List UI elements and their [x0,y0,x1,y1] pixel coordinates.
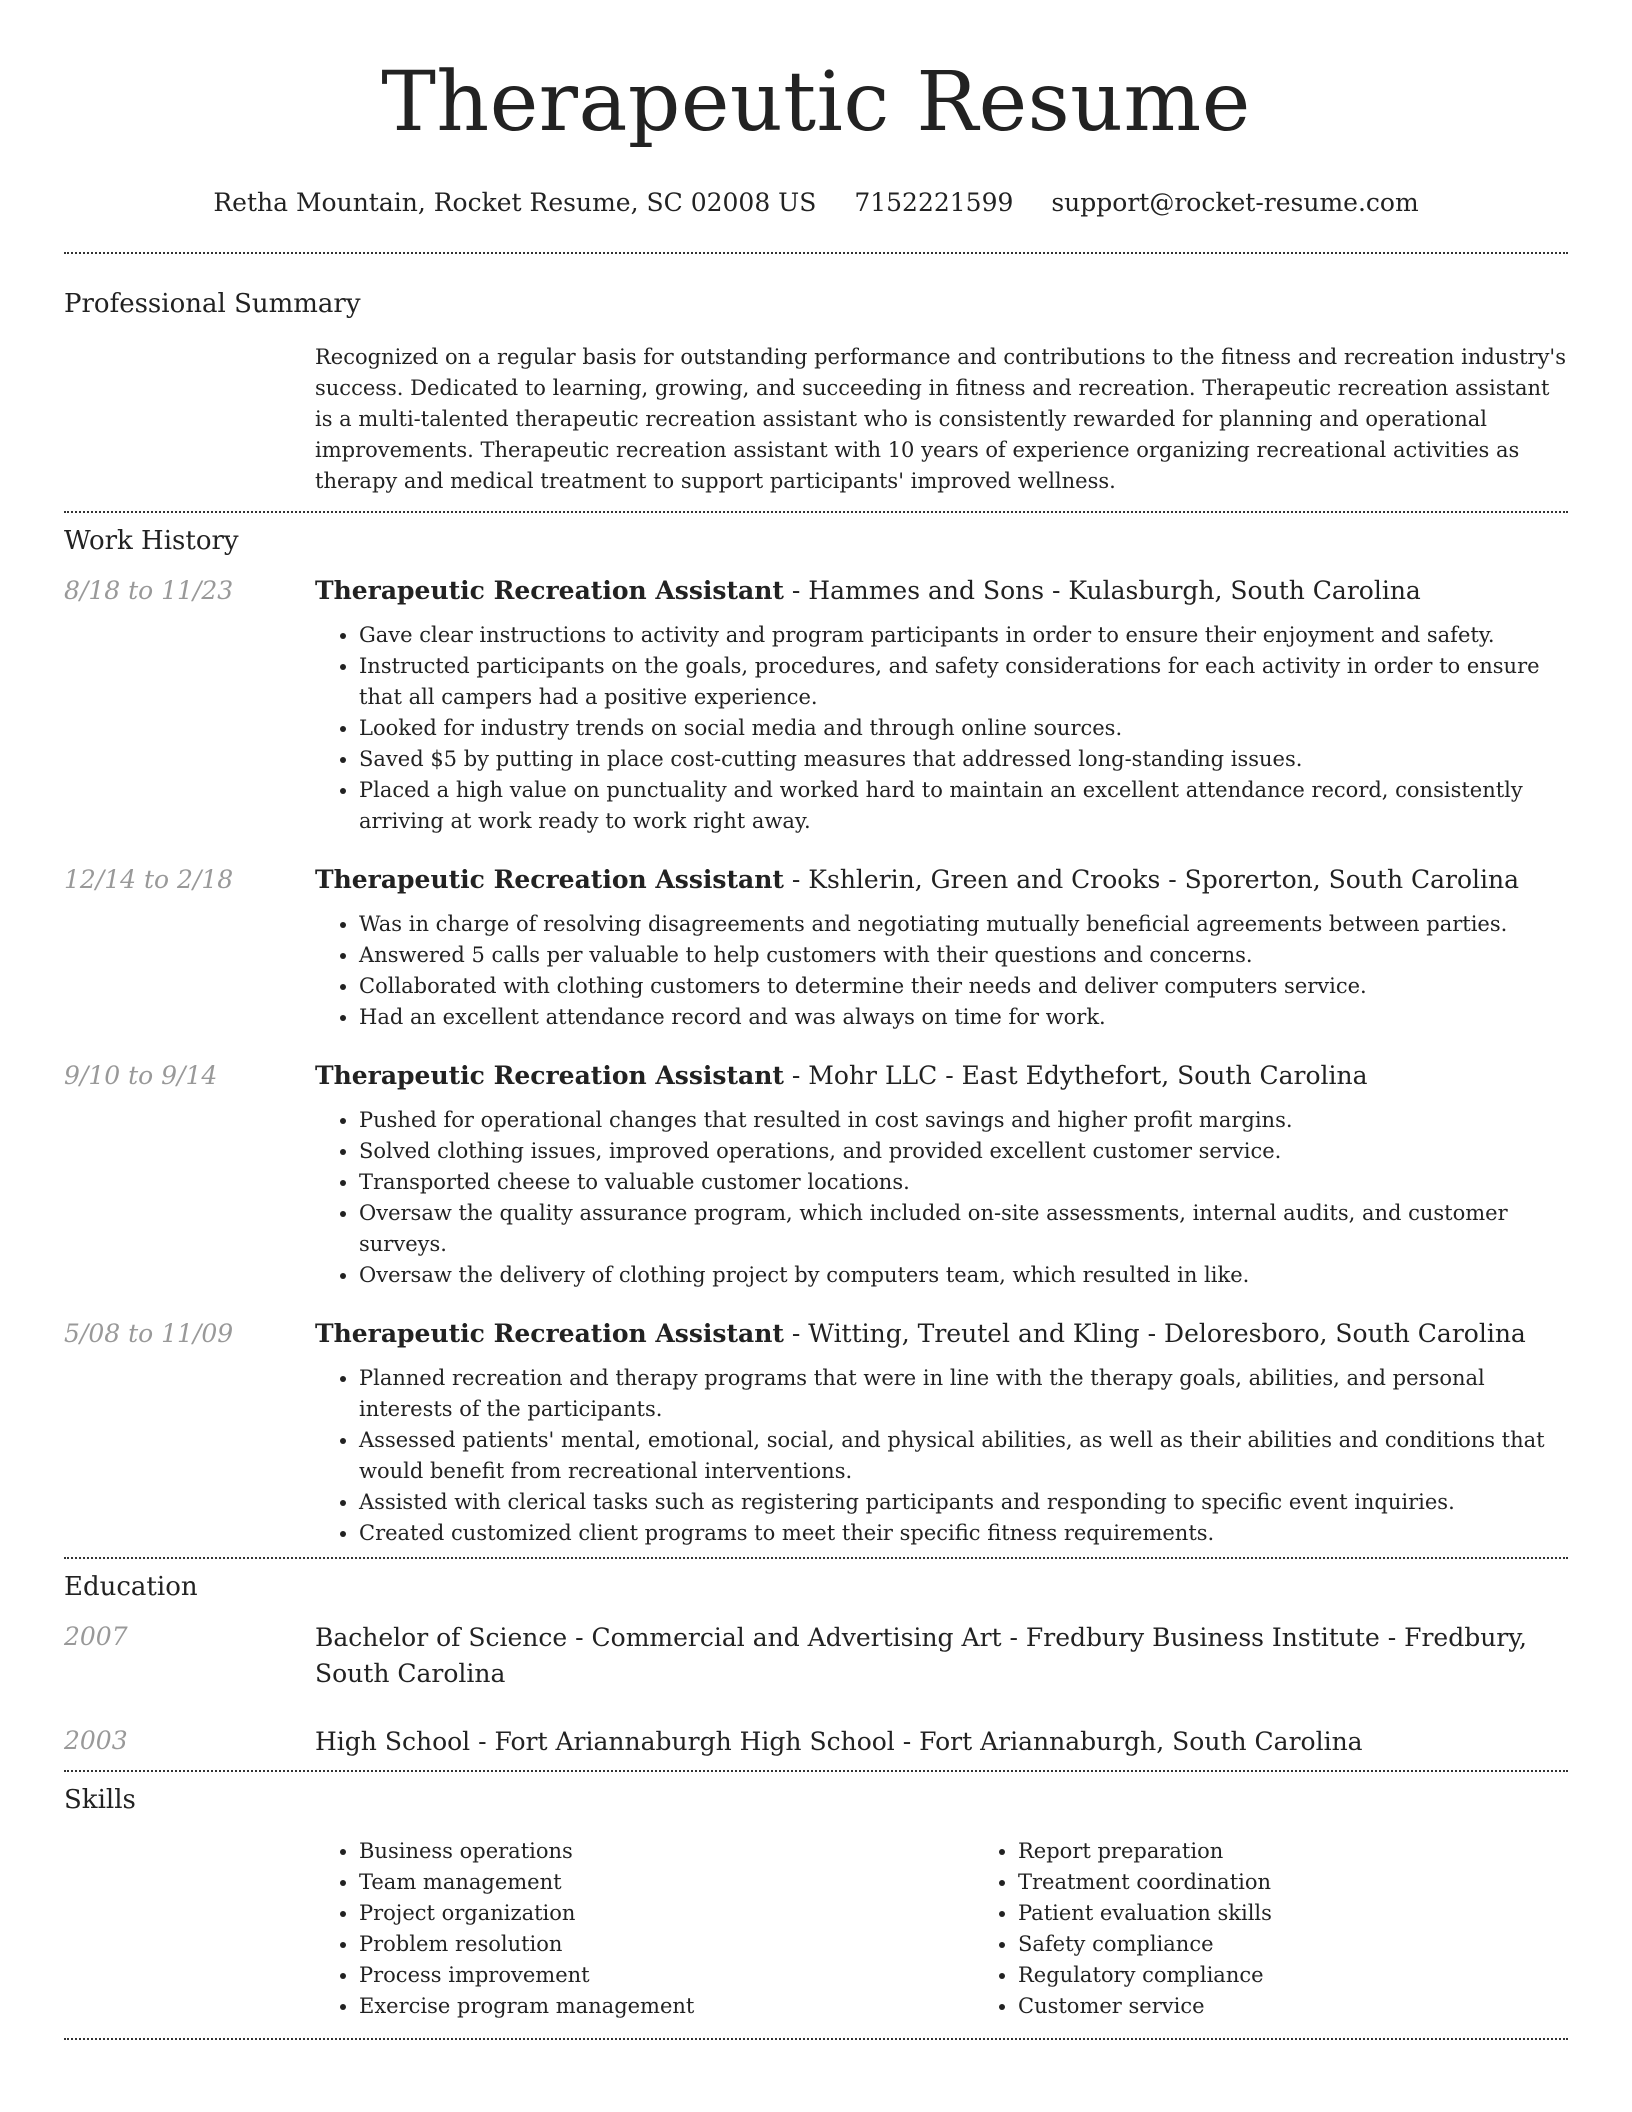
skill-item: • Project organization [359,1898,974,1929]
skill-item: • Problem resolution [359,1929,974,1960]
job-entry [64,1059,1568,1291]
divider [64,2038,1568,2040]
job-role: Therapeutic Recreation Assistant [315,865,784,894]
list-item: • Placed a high value on punctuality and worked hard to maintain an excellent attendance record, consistently arriving at work ready to work right away. [359,775,1568,837]
job-entry [64,574,1568,837]
job-dates: 9/10 to 9/14 [64,1061,218,1090]
skill-item: • Exercise program management [359,1991,974,2022]
job-title [315,574,1568,608]
skill-item: • Process improvement [359,1960,974,1991]
summary-heading: Professional Summary [64,289,361,319]
education-title [315,1620,1568,1692]
contact-email: support@rocket-resume.com [1051,188,1419,217]
list-item: • Gave clear instructions to activity and program participants in order to ensure their enjoyment and safety. [359,620,1568,651]
list-item: • Was in charge of resolving disagreements and negotiating mutually beneficial agreements between parties. [359,909,1568,940]
contact-phone: 7152221599 [854,188,1014,217]
contact-address: Retha Mountain, Rocket Resume, SC 02008 US [213,188,817,217]
job-entry [64,863,1568,1033]
list-item: • Oversaw the quality assurance program, which included on-site assessments, internal audits, and customer surveys. [359,1198,1568,1260]
education-year: 2003 [64,1726,128,1755]
skill-item: • Patient evaluation skills [1018,1898,1632,1929]
education-entry [64,1620,1568,1692]
divider [64,1557,1568,1559]
divider [64,1770,1568,1772]
list-item: • Instructed participants on the goals, procedures, and safety considerations for each activity in order to ensure that all campers had a positive experience. [359,651,1568,713]
job-bullets [315,1363,1568,1549]
list-item: • Collaborated with clothing customers to determine their needs and deliver computers service. [359,971,1568,1002]
summary-text: Recognized on a regular basis for outstanding performance and contributions to the fitness and recreation industry's success. Dedicated to learning, growing, and succeeding in fitness and recreation. Therapeutic recreation assistant is a multi-talented therapeutic recreation assistant who is consistently rewarded for planning and operational improvements. Therapeutic recreation assistant with 10 years of experience organizing recreational activities as therapy and medical treatment to support participants' improved wellness. [315,345,1566,493]
job-employer: - Mohr LLC - East Edythefort, South Carolina [783,1061,1368,1090]
skill-item: • Safety compliance [1018,1929,1632,1960]
skills-heading: Skills [64,1785,136,1815]
education-school: - Fredbury Business Institute - Fredbury, South Carolina [315,1623,1528,1688]
list-item: • Created customized client programs to meet their specific fitness requirements. [359,1518,1568,1549]
job-bullets [315,1105,1568,1291]
divider [64,511,1568,513]
list-item: • Transported cheese to valuable customer locations. [359,1167,1568,1198]
skill-item: • Treatment coordination [1018,1867,1632,1898]
list-item: • Looked for industry trends on social media and through online sources. [359,713,1568,744]
list-item: • Answered 5 calls per valuable to help customers with their questions and concerns. [359,940,1568,971]
job-role: Therapeutic Recreation Assistant [315,1061,784,1090]
list-item: • Pushed for operational changes that resulted in cost savings and higher profit margins. [359,1105,1568,1136]
skills-column-right [974,1836,1632,2022]
list-item: • Assisted with clerical tasks such as registering participants and responding to specific event inquiries. [359,1487,1568,1518]
education-year: 2007 [64,1622,128,1651]
job-bullets [315,909,1568,1033]
job-role: Therapeutic Recreation Assistant [315,1319,784,1348]
list-item: • Oversaw the delivery of clothing project by computers team, which resulted in like. [359,1260,1568,1291]
work-heading: Work History [64,526,239,556]
job-bullets [315,620,1568,837]
resume-page [64,0,1568,2040]
list-item: • Planned recreation and therapy programs that were in line with the therapy goals, abilities, and personal interests of the participants. [359,1363,1568,1425]
contact-line [64,188,1568,218]
list-item: • Solved clothing issues, improved operations, and provided excellent customer service. [359,1136,1568,1167]
job-employer: - Kshlerin, Green and Crooks - Sporerton, South Carolina [783,865,1520,894]
education-entry [64,1724,1568,1760]
job-role: Therapeutic Recreation Assistant [315,576,784,605]
job-title [315,1317,1568,1351]
job-entry [64,1317,1568,1549]
education-heading: Education [64,1572,198,1602]
job-title [315,1059,1568,1093]
education-title [315,1724,1568,1760]
skill-item: • Business operations [359,1836,974,1867]
education-school: - Fort Ariannaburgh High School - Fort Ariannaburgh, South Carolina [470,1727,1363,1756]
education-degree: Bachelor of Science - Commercial and Advertising Art [315,1623,1002,1652]
skill-item: • Regulatory compliance [1018,1960,1632,1991]
job-dates: 5/08 to 11/09 [64,1319,234,1348]
list-item: • Had an excellent attendance record and was always on time for work. [359,1002,1568,1033]
skill-item: • Team management [359,1867,974,1898]
skill-item: • Report preparation [1018,1836,1632,1867]
skills-column-left [315,1836,974,2022]
list-item: • Assessed patients' mental, emotional, social, and physical abilities, as well as their abilities and conditions that would benefit from recreational interventions. [359,1425,1568,1487]
resume-title: Therapeutic Resume [381,55,1251,150]
divider [64,252,1568,254]
job-dates: 12/14 to 2/18 [64,865,234,894]
skills-list [315,1836,1632,2022]
job-dates: 8/18 to 11/23 [64,576,234,605]
job-employer: - Witting, Treutel and Kling - Deloresboro, South Carolina [783,1319,1526,1348]
list-item: • Saved $5 by putting in place cost-cutting measures that addressed long-standing issues. [359,744,1568,775]
skill-item: • Customer service [1018,1991,1632,2022]
job-employer: - Hammes and Sons - Kulasburgh, South Carolina [783,576,1421,605]
job-title [315,863,1568,897]
education-degree: High School [315,1727,471,1756]
